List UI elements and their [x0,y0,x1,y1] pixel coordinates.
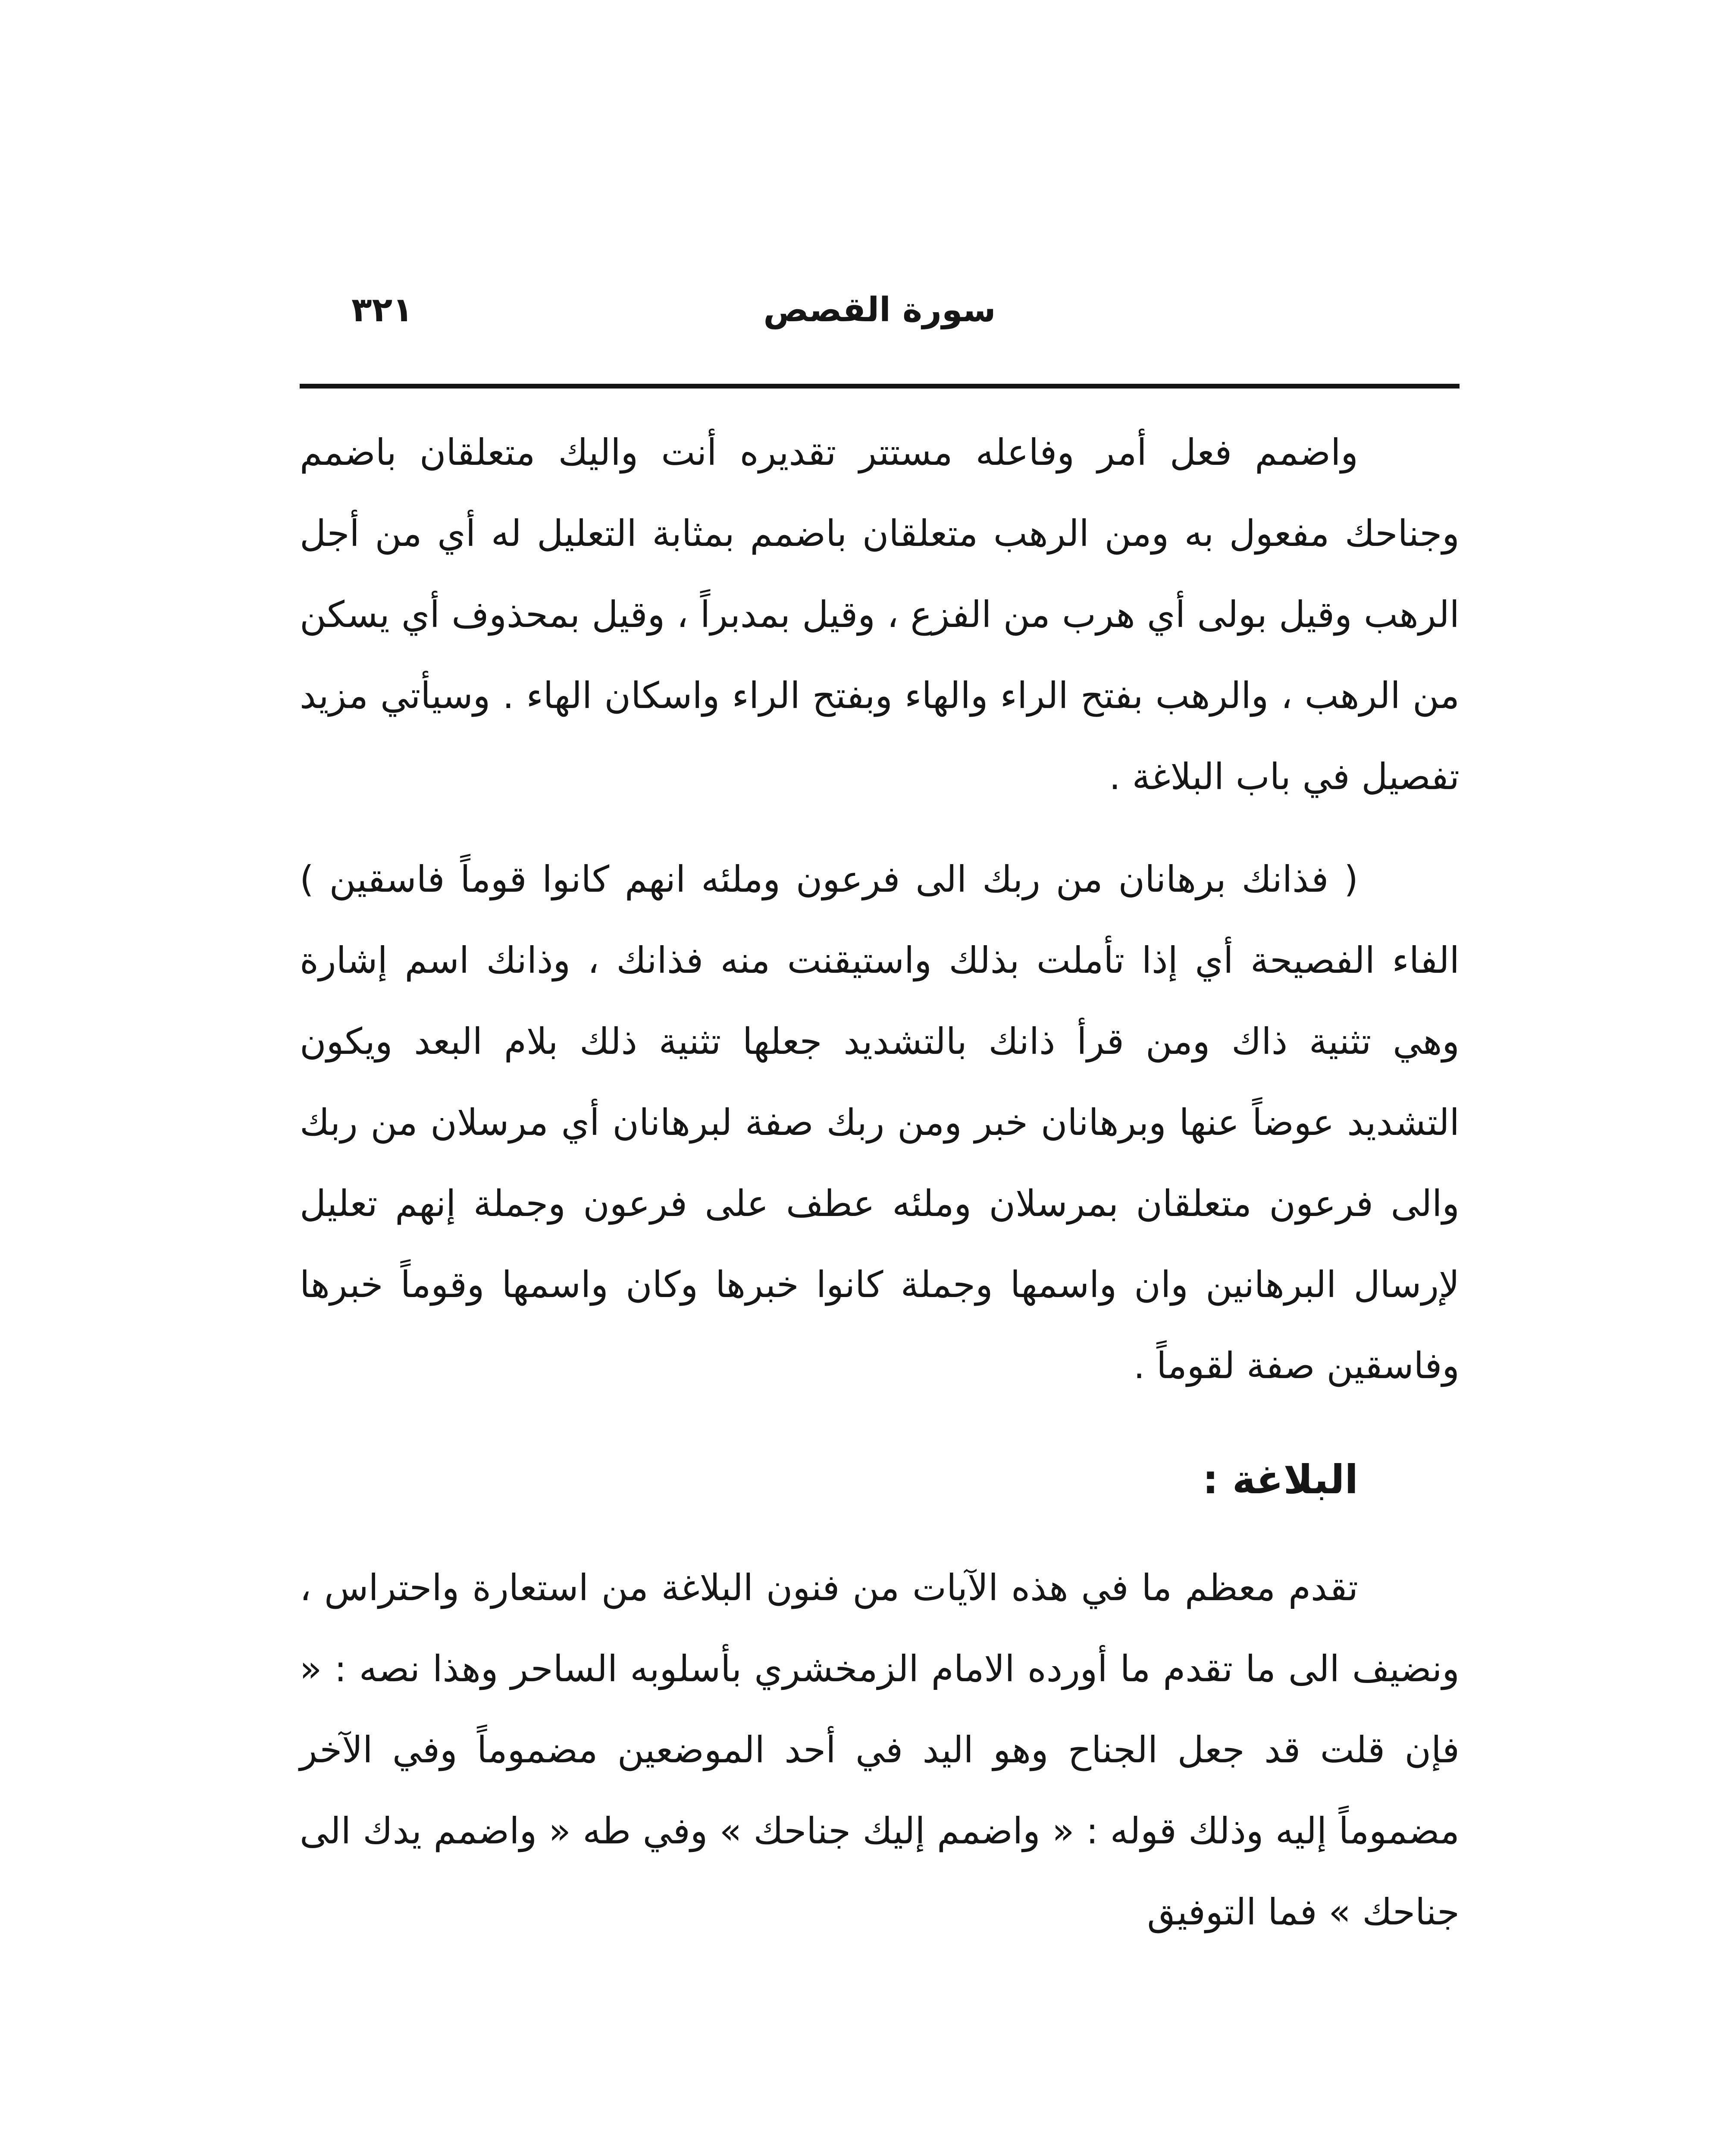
page-content [300,412,1460,1952]
paragraph-balagha: تقدم معظم ما في هذه الآيات من فنون البلاغة من استعارة واحتراس ، ونضيف الى ما تقدم ما أورده الامام الزمخشري بأسلوبه الساحر وهذا نصه : « فإن قلت قد جعل الجناح وهو اليد في أحد الموضعين مضموماً وفي الآخر مضموماً إليه وذلك قوله : « واضمم إليك جناحك » وفي طه « واضمم يدك الى جناحك » فما التوفيق [300,1567,1460,1933]
page-header [300,280,1460,354]
paragraph-gap [300,817,1460,839]
section-title-balagha: البلاغة : [1203,1457,1358,1503]
surah-title: سورة القصص [763,291,996,329]
paragraph-grammar-2: ( فذانك برهانان من ربك الى فرعون وملئه انهم كانوا قوماً فاسقين ) الفاء الفصيحة أي إذا تأملت بذلك واستيقنت منه فذانك ، وذانك اسم إشارة وهي تثنية ذاك ومن قرأ ذانك بالتشديد جعلها تثنية ذلك بلام البعد ويكون التشديد عوضاً عنها وبرهانان خبر ومن ربك صفة لبرهانان أي مرسلان من ربك والى فرعون متعلقان بمرسلان وملئه عطف على فرعون وجملة إنهم تعليل لإرسال البرهانين وان واسمها وجملة كانوا خبرها وكان واسمها وقوماً خبرها وفاسقين صفة لقوماً . [300,858,1460,1387]
paragraph-grammar-1: واضمم فعل أمر وفاعله مستتر تقديره أنت واليك متعلقان باضمم وجناحك مفعول به ومن الرهب متعلقان باضمم بمثابة التعليل له أي من أجل الرهب وقيل بولى أي هرب من الفزع ، وقيل بمدبراً ، وقيل بمحذوف أي يسكن من الرهب ، والرهب بفتح الراء والهاء وبفتح الراء واسكان الهاء . وسيأتي مزيد تفصيل في باب البلاغة . [300,431,1460,798]
header-divider [300,384,1460,389]
page-number: ٣٢١ [351,291,413,329]
